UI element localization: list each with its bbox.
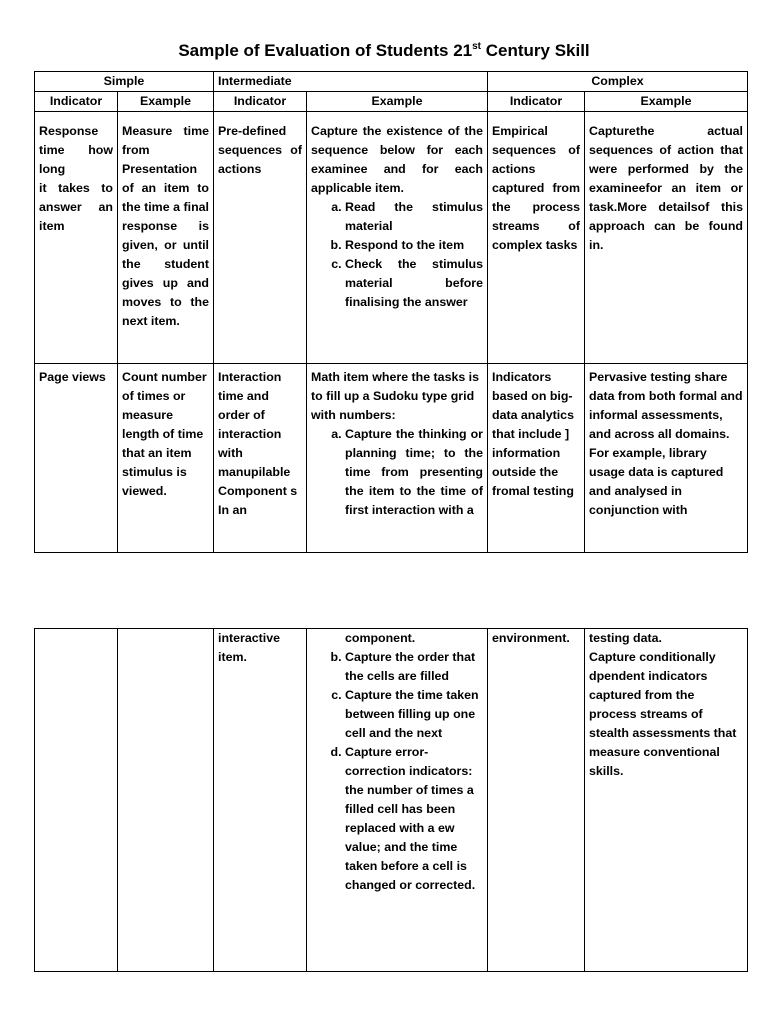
group-header-row	[35, 72, 748, 92]
header-intermediate-indicator: Indicator	[214, 92, 307, 112]
cell-complex-indicator: Indicators based on big-data analytics that include ] information outside the fromal testing	[488, 364, 585, 553]
list-item: c. Capture the time taken between filling up one cell and the next	[345, 686, 483, 743]
intermediate-example-list	[311, 648, 483, 895]
list-item: c. Check the stimulus material before finalising the answer	[345, 255, 483, 312]
list-item: a. Read the stimulus material	[345, 198, 483, 236]
cell-complex-example: testing data. Capture conditionally dpendent indicators captured from the process streams of stealth assessments that measure conventional skills.	[585, 629, 748, 972]
cell-simple-example: Measure time from Presentation of an item to the time a final response is given, or until the student gives up and moves to the next item.	[118, 112, 214, 364]
evaluation-table	[34, 71, 748, 553]
header-complex-example: Example	[585, 92, 748, 112]
list-item: d. Capture error-correction indicators: the number of times a filled cell has been replaced with a ew value; and the time taken before a cell is changed or corrected.	[345, 743, 483, 895]
cell-simple-indicator	[35, 629, 118, 972]
cell-intermediate-indicator: Interaction time and order of interaction with manupilable Component s In an	[214, 364, 307, 553]
group-complex: Complex	[488, 72, 748, 92]
header-simple-example: Example	[118, 92, 214, 112]
cell-complex-example: Pervasive testing share data from both formal and informal assessments, and across all domains. For example, library usage data is captured and analysed in conjunction with	[585, 364, 748, 553]
list-item: a. Capture the thinking or planning time; to the time from presenting the item to the time of first interaction with a	[345, 425, 483, 520]
list-item: b. Respond to the item	[345, 236, 483, 255]
page-title: Sample of Evaluation of Students 21st Century Skill	[178, 41, 590, 60]
cell-simple-indicator: Response time how long it takes to answer an item	[35, 112, 118, 364]
cell-intermediate-example: component. b. Capture the order that the cells are filled c. Capture the time taken between filling up one cell and the next d. Capture error-correction indicators: the number of times a filled cell has been replaced with a ew value; and the time taken before a cell is changed or corrected.	[307, 629, 488, 972]
cell-complex-example: Capturethe actual sequences of action that were performed by the examineefor an item or task.More detailsof this approach can be found in.	[585, 112, 748, 364]
intermediate-example-list	[311, 198, 483, 312]
table-row	[35, 364, 748, 553]
group-intermediate: Intermediate	[214, 72, 488, 92]
cell-intermediate-indicator: Pre-defined sequences of actions	[214, 112, 307, 364]
intermediate-example-list	[311, 425, 483, 520]
list-item: b. Capture the order that the cells are filled	[345, 648, 483, 686]
cell-complex-indicator: environment.	[488, 629, 585, 972]
group-simple: Simple	[35, 72, 214, 92]
subheader-row	[35, 92, 748, 112]
table-row	[35, 629, 748, 972]
header-complex-indicator: Indicator	[488, 92, 585, 112]
header-simple-indicator: Indicator	[35, 92, 118, 112]
table-row	[35, 112, 748, 364]
cell-complex-indicator: Empirical sequences of actions captured from the process streams of complex tasks	[488, 112, 585, 364]
cell-intermediate-example: Capture the existence of the sequence below for each examinee and for each applicable item. a. Read the stimulus material b. Respond to the item c. Check the stimulus material before finalising the answer	[307, 112, 488, 364]
cell-simple-indicator: Page views	[35, 364, 118, 553]
cell-intermediate-indicator: interactive item.	[214, 629, 307, 972]
cell-intermediate-example: Math item where the tasks is to fill up a Sudoku type grid with numbers: a. Capture the thinking or planning time; to the time from presenting the item to the time of first interaction with a	[307, 364, 488, 553]
cell-simple-example	[118, 629, 214, 972]
evaluation-table-continued	[34, 628, 748, 972]
cell-simple-example: Count number of times or measure length of time that an item stimulus is viewed.	[118, 364, 214, 553]
header-intermediate-example: Example	[307, 92, 488, 112]
